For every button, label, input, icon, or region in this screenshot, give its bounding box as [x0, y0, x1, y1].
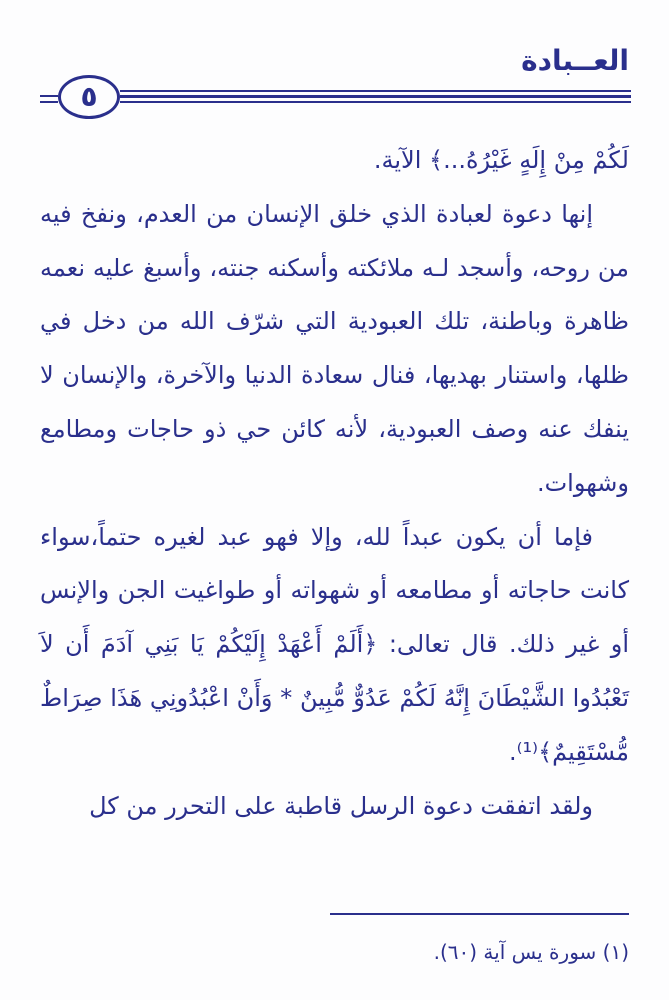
- body-text: [40, 134, 629, 833]
- paragraph-1: لَكُمْ مِنْ إِلَهٍ غَيْرُهُ...﴾ الآية.: [373, 146, 629, 174]
- footnote-divider: [330, 913, 629, 915]
- page-number: ٥: [80, 80, 98, 113]
- paragraph-3: فإما أن يكون عبداً لله، وإلا فهو عبد لغيره حتماً،سواء كانت حاجاته أو مطامعه أو شهواته أو طواغيت الجن والإنس أو غير ذلك. قال تعالى: ﴿أَلَمْ أَعْهَدْ إِلَيْكُمْ يَا بَنِي آدَمَ أَن لاَ تَعْبُدُوا الشَّيْطَانَ إِنَّهُ لَكُمْ عَدُوٌّ مُّبِينٌ * وَأَنْ اعْبُدُونِي هَذَا صِرَاطٌ مُّسْتَقِيمٌ﴾⁽¹⁾.: [40, 522, 629, 766]
- header-rule: [120, 90, 631, 102]
- header-rule-left: [40, 95, 58, 103]
- paragraph-2: إنها دعوة لعبادة الذي خلق الإنسان من العدم، ونفخ فيه من روحه، وأسجد لـه ملائكته وأسكنه جنته، وأسبغ عليه نعمه ظاهرة وباطنة، تلك العبودية التي شرّف الله من دخل في ظلها، واستنار بهديها، فنال سعادة الدنيا والآخرة، والإنسان لا ينفك عنه وصف العبودية، لأنه كائن حي ذو حاجات ومطامع وشهوات.: [40, 199, 629, 497]
- running-title: العــبادة: [521, 44, 629, 77]
- footnote: (١) سورة يس آية (٦٠).: [433, 940, 629, 964]
- page-number-oval: [58, 75, 120, 119]
- paragraph-4: ولقد اتفقت دعوة الرسل قاطبة على التحرر من كل: [89, 791, 593, 820]
